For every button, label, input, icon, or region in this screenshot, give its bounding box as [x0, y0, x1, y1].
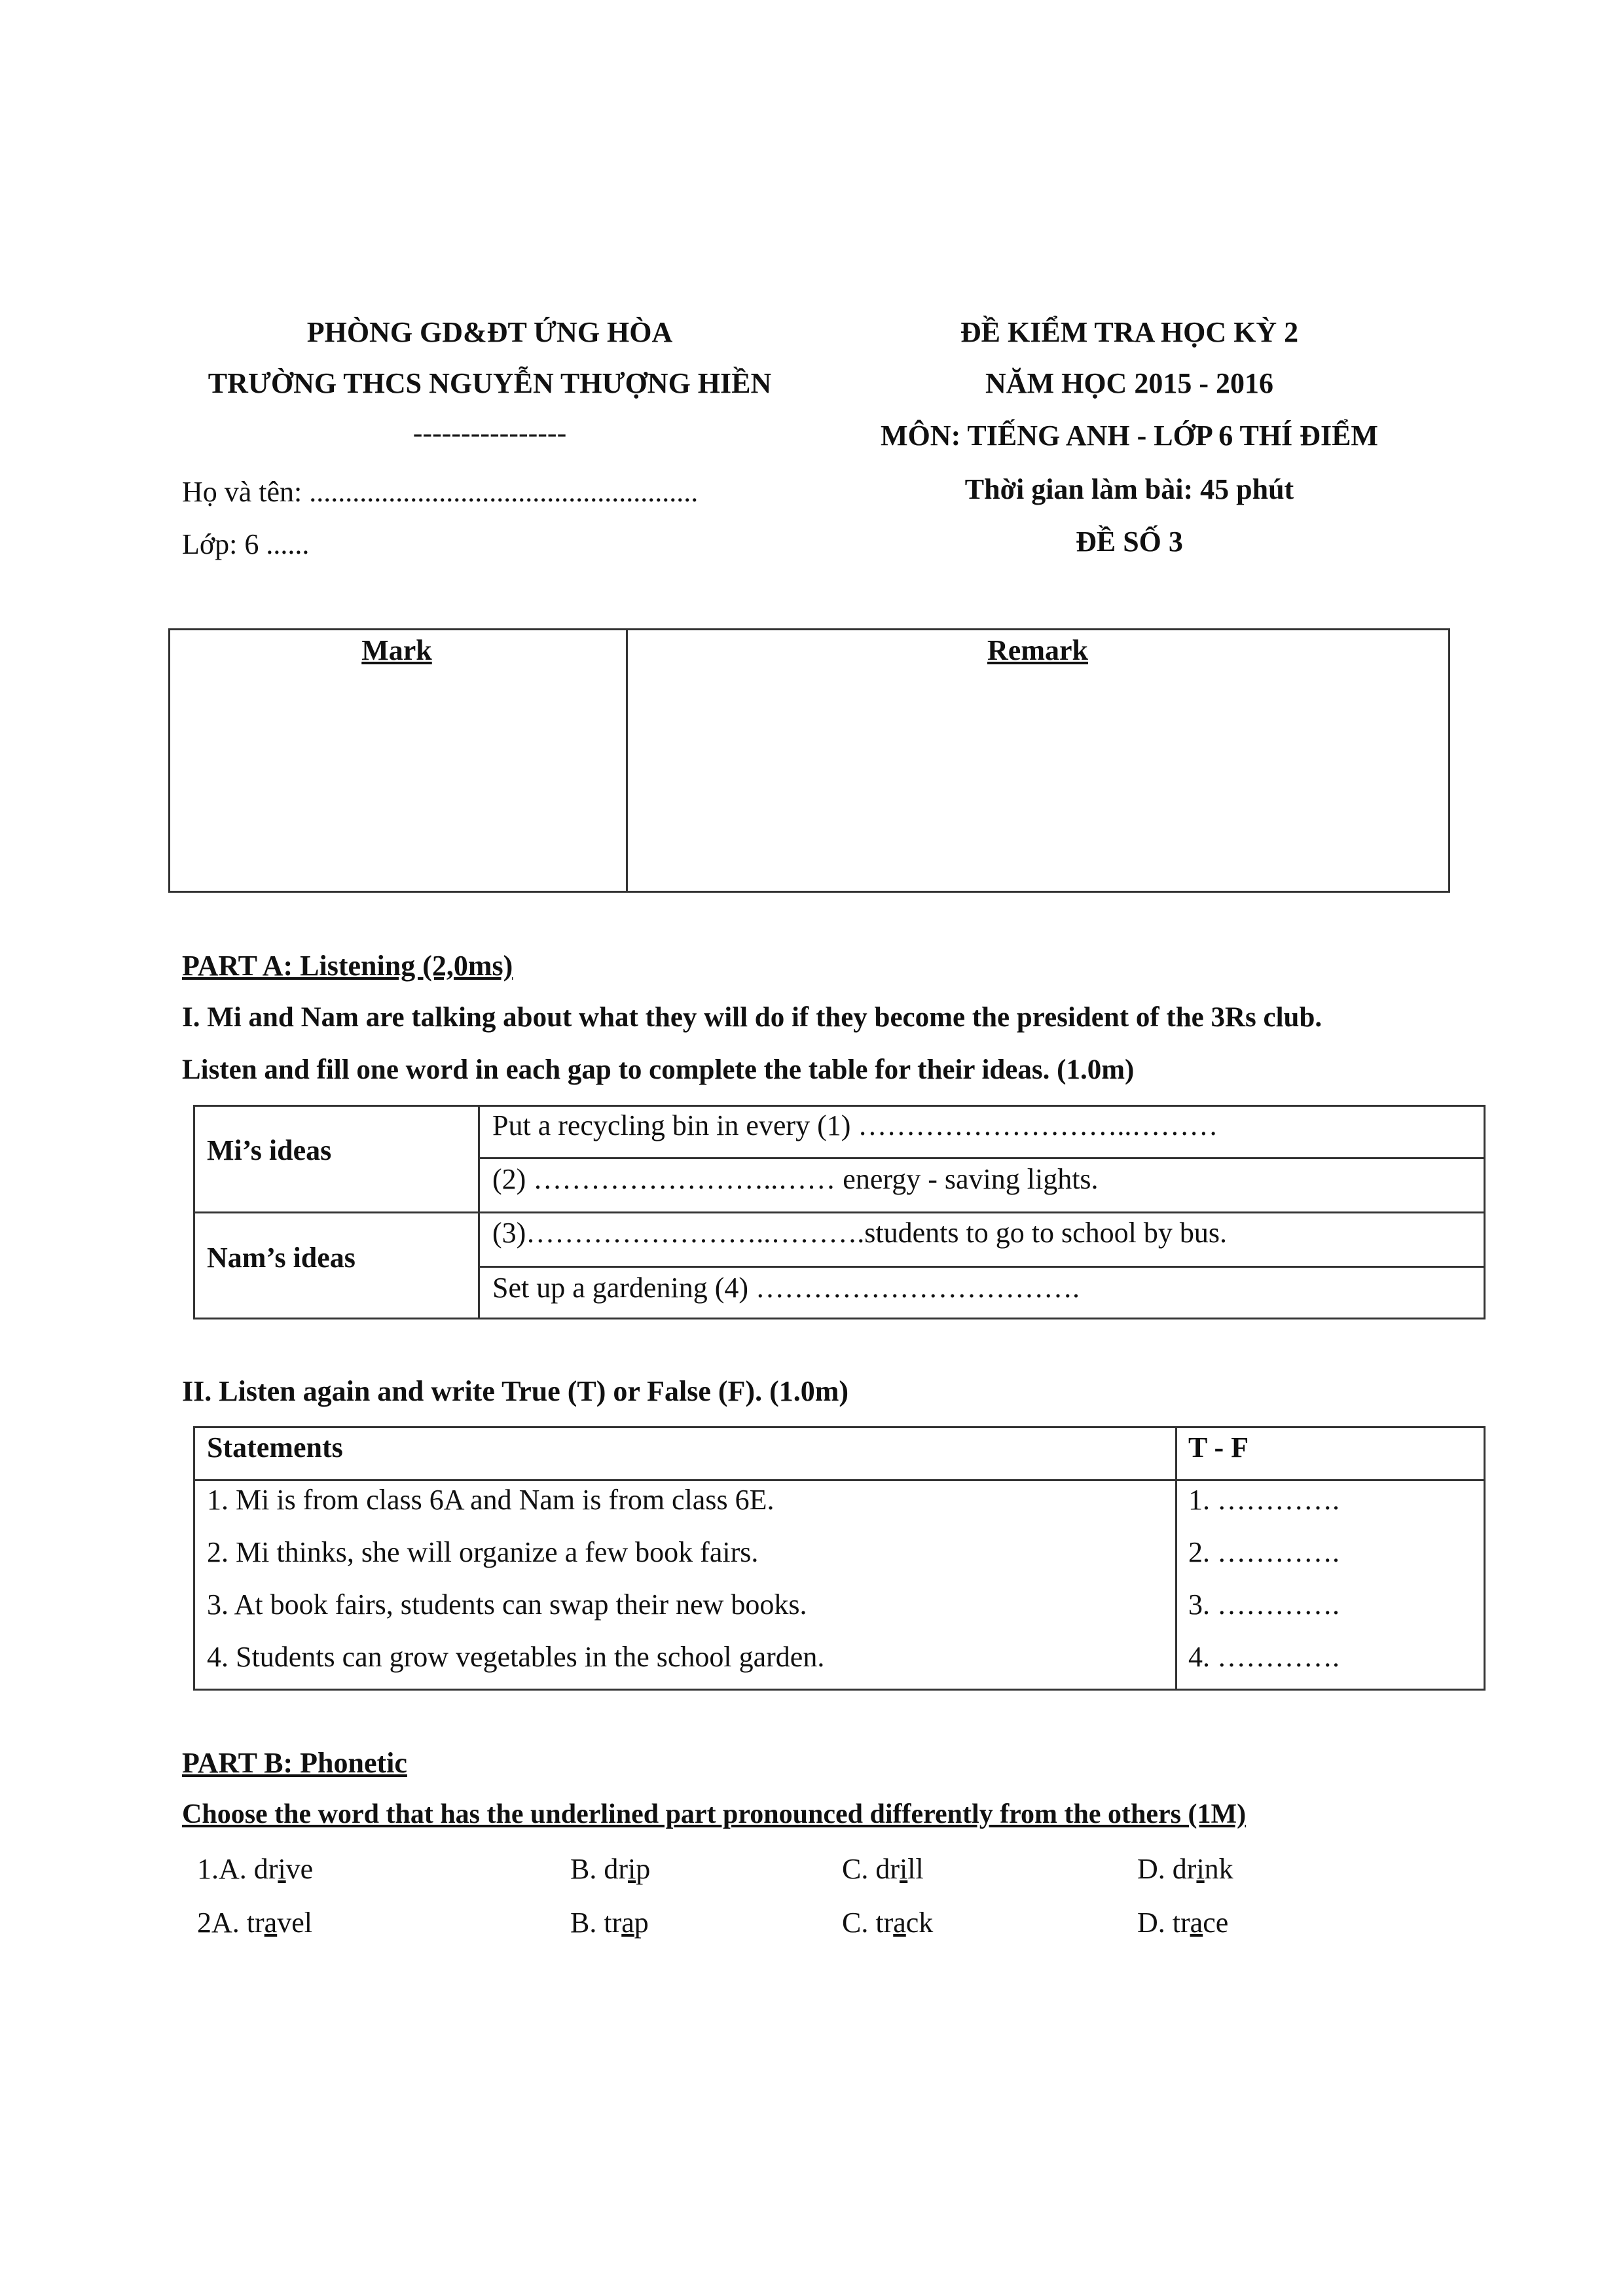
phonetic-option[interactable]: [842, 1906, 933, 1939]
underlined-part: a: [893, 1907, 906, 1939]
underlined-part: i: [900, 1853, 908, 1885]
phonetic-option[interactable]: [197, 1906, 312, 1939]
dept-name: PHÒNG GD&ĐT ỨNG HÒA: [306, 316, 673, 348]
row-line: [193, 1211, 1486, 1213]
option-text: B. tr: [570, 1907, 622, 1939]
statement-1: 1. Mi is from class 6A and Nam is from class 6E.: [207, 1484, 775, 1516]
tf-header: T - F: [1188, 1431, 1249, 1463]
phonetic-option[interactable]: [197, 1852, 313, 1886]
underlined-part: i: [278, 1853, 286, 1885]
phonetic-option[interactable]: [1137, 1906, 1228, 1939]
subject: MÔN: TIẾNG ANH - LỚP 6 THÍ ĐIỂM: [881, 420, 1378, 452]
row-line: [478, 1157, 1486, 1159]
option-text: nk: [1204, 1853, 1233, 1885]
divider-dashes: ----------------: [412, 417, 567, 449]
option-text: ll: [907, 1853, 924, 1885]
option-text: D. tr: [1137, 1907, 1190, 1939]
option-text: ce: [1203, 1907, 1229, 1939]
row-line: [193, 1479, 1486, 1481]
option-text: vel: [277, 1907, 312, 1939]
option-text: C. tr: [842, 1907, 894, 1939]
option-text: B. dr: [570, 1853, 628, 1885]
answer-1[interactable]: 1. ………….: [1188, 1484, 1340, 1516]
phonetic-option[interactable]: [570, 1906, 649, 1939]
mark-header: Mark: [361, 634, 432, 666]
underlined-part: i: [1196, 1853, 1205, 1885]
option-text: 1.A. dr: [197, 1853, 278, 1885]
option-text: 2A. tr: [197, 1907, 264, 1939]
underlined-part: i: [628, 1853, 636, 1885]
option-text: C. dr: [842, 1853, 900, 1885]
phonetic-option[interactable]: [570, 1852, 650, 1886]
option-text: ck: [905, 1907, 934, 1939]
row-line: [478, 1266, 1486, 1268]
phonetic-instruction: Choose the word that has the underlined part pronounced differently from the others (1M): [182, 1799, 1247, 1829]
underlined-part: a: [264, 1907, 278, 1939]
underlined-part: a: [1190, 1907, 1203, 1939]
option-text: p: [634, 1907, 649, 1939]
statement-4: 4. Students can grow vegetables in the school garden.: [207, 1641, 825, 1673]
q1-line2: Listen and fill one word in each gap to complete the table for their ideas. (1.0m): [182, 1054, 1135, 1085]
underlined-part: a: [621, 1907, 634, 1939]
duration: Thời gian làm bài: 45 phút: [964, 473, 1294, 505]
nam-ideas-label: Nam’s ideas: [207, 1242, 356, 1274]
answer-2[interactable]: 2. ………….: [1188, 1536, 1340, 1568]
class-field[interactable]: Lớp: 6 ......: [182, 528, 310, 560]
answer-3[interactable]: 3. ………….: [1188, 1588, 1340, 1621]
school-name: TRƯỜNG THCS NGUYỄN THƯỢNG HIỀN: [208, 367, 772, 399]
exam-number: ĐỀ SỐ 3: [1076, 526, 1183, 558]
answer-4[interactable]: 4. ………….: [1188, 1641, 1340, 1673]
option-text: D. dr: [1137, 1853, 1197, 1885]
idea-gap-2[interactable]: (2) ……………………..…… energy - saving lights.: [492, 1163, 1099, 1195]
q1-line1: I. Mi and Nam are talking about what they will do if they become the president of the 3Rs club.: [182, 1002, 1322, 1033]
table-divider: [626, 628, 628, 893]
statements-header: Statements: [207, 1431, 343, 1463]
q2-title: II. Listen again and write True (T) or False (F). (1.0m): [182, 1375, 849, 1407]
part-b-title: PART B: Phonetic: [182, 1747, 407, 1779]
statement-2: 2. Mi thinks, she will organize a few book fairs.: [207, 1536, 759, 1568]
col-divider: [1175, 1426, 1177, 1691]
idea-gap-1[interactable]: Put a recycling bin in every (1) ………………………..………: [492, 1109, 1218, 1141]
remark-header: Remark: [987, 634, 1088, 666]
school-year: NĂM HỌC 2015 - 2016: [985, 367, 1273, 399]
option-text: ve: [285, 1853, 314, 1885]
idea-gap-4[interactable]: Set up a gardening (4) …………………………….: [492, 1272, 1080, 1304]
mark-table: [168, 628, 1450, 893]
part-a-title: PART A: Listening (2,0ms): [182, 950, 513, 982]
phonetic-option[interactable]: [1137, 1852, 1233, 1886]
name-field[interactable]: Họ và tên: ......................................................: [182, 476, 699, 508]
exam-title: ĐỀ KIỂM TRA HỌC KỲ 2: [960, 316, 1299, 348]
idea-gap-3[interactable]: (3)……………………..……….students to go to school by bus.: [492, 1217, 1227, 1249]
mi-ideas-label: Mi’s ideas: [207, 1134, 332, 1166]
statement-3: 3. At book fairs, students can swap their new books.: [207, 1588, 807, 1621]
option-text: p: [636, 1853, 651, 1885]
phonetic-option[interactable]: [842, 1852, 924, 1886]
